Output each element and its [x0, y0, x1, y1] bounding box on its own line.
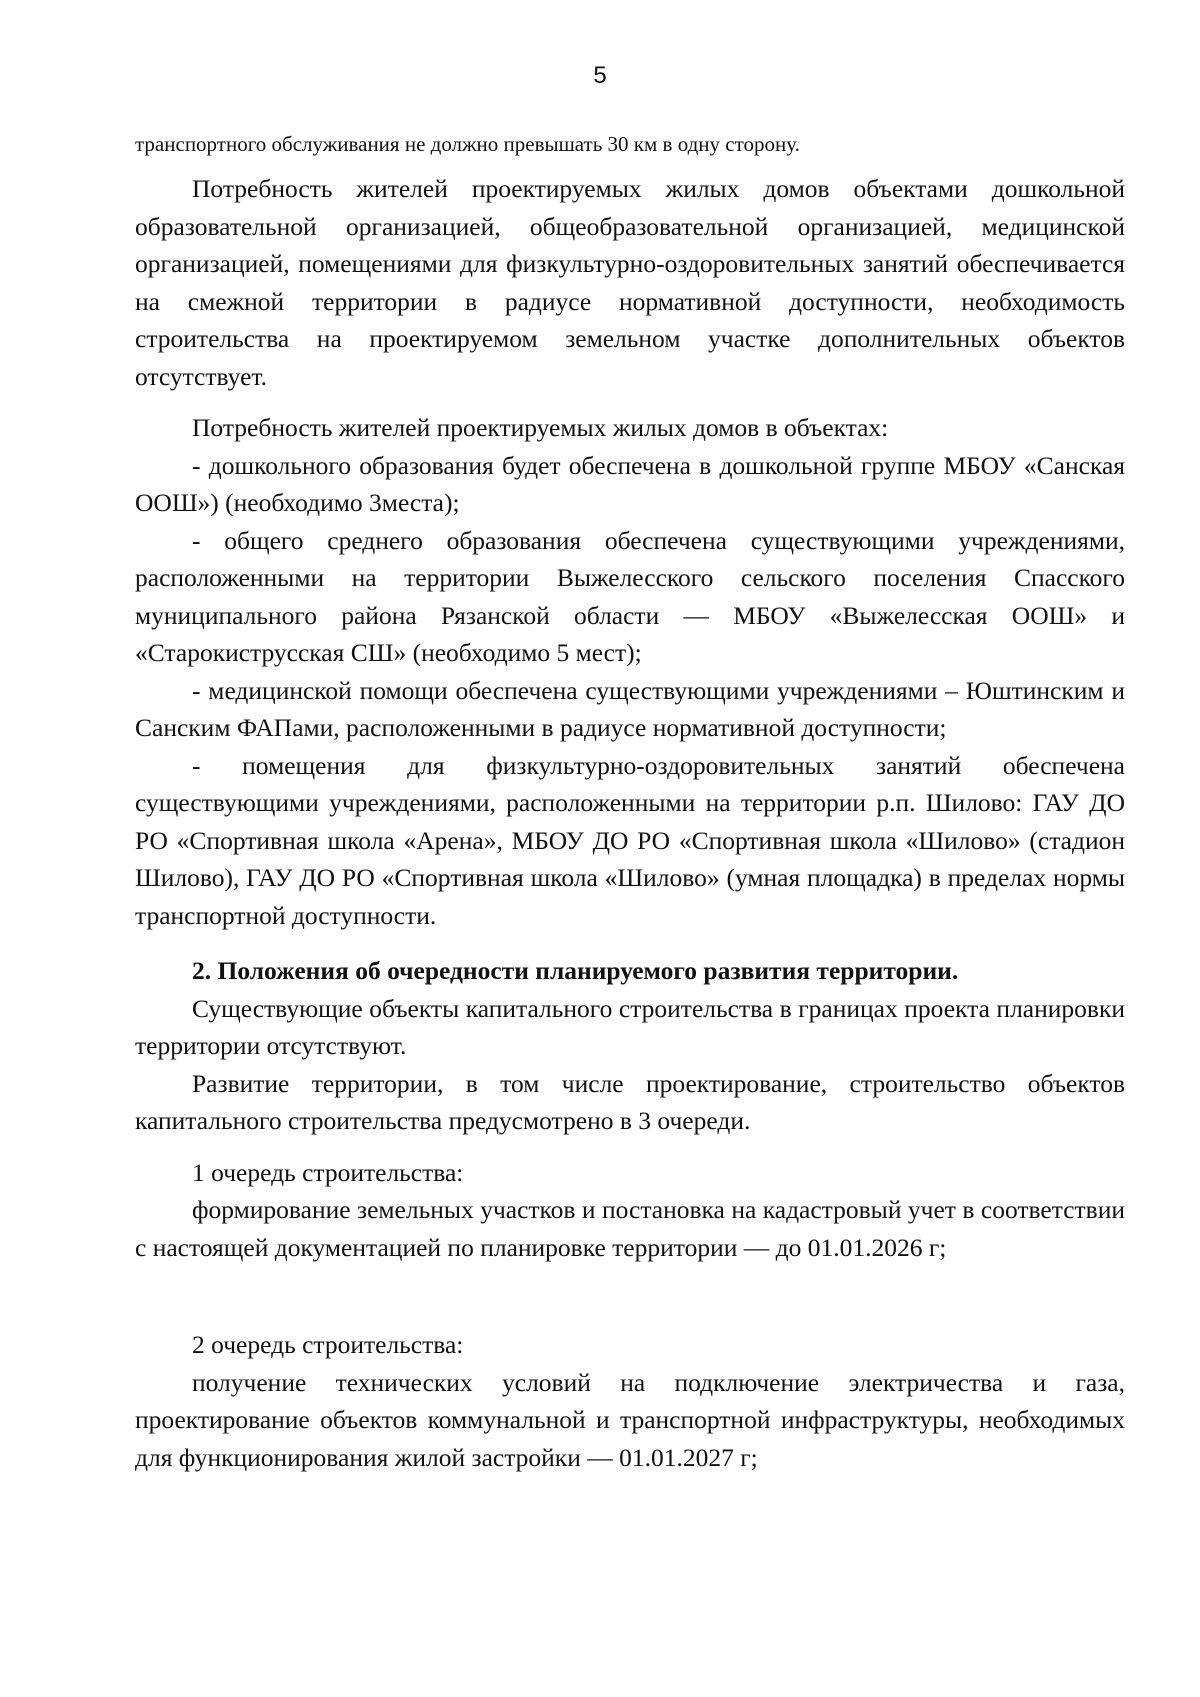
list-item-general-education: - общего среднего образования обеспечена существующими учреждениями, расположенными на территории Выжелесского сельского поселения Спасского муниципального района Рязанской области — МБОУ «Выжелесская ООШ» и «Старокиструсская СШ» (необходимо 5 мест); — [135, 525, 1125, 667]
stage-2-description: получение технических условий на подключение электричества и газа, проектирование объектов коммунальной и транспортной инфраструктуры, необходимых для функционирования жилой застройки — 01.01.2027 г; — [135, 1367, 1125, 1472]
stage-1-title: 1 очередь строительства: — [192, 1157, 464, 1187]
paragraph-needs-intro: Потребность жителей проектируемых жилых домов в объектах: — [192, 413, 889, 442]
paragraph-needs-adjacent: Потребность жителей проектируемых жилых домов объектами дошкольной образовательной организацией, общеобразовательной организацией, медицинской организацией, помещениями для физкультурно-оздоровительных занятий обеспечивается на смежной территории в радиусе нормативной доступности, необходимость строительства на проектируемом земельном участке дополнительных объектов отсутствует. — [135, 174, 1125, 391]
paragraph-existing-objects: Существующие объекты капитального строительства в границах проекта планировки территории отсутствуют. — [135, 993, 1125, 1060]
list-item-medical: - медицинской помощи обеспечена существующими учреждениями – Юштинским и Санским ФАПами, расположенными в радиусе нормативной доступности; — [135, 675, 1125, 742]
paragraph-transport-limit: транспортного обслуживания не должно превышать 30 км в одну сторону. — [135, 132, 800, 156]
page-number: 5 — [593, 62, 607, 89]
list-item-sports: - помещения для физкультурно-оздоровительных занятий обеспечена существующими учреждениями, расположенными на территории р.п. Шилово: ГАУ ДО РО «Спортивная школа «Арена», МБОУ ДО РО «Спортивная школа «Шилово» (стадион Шилово), ГАУ ДО РО «Спортивная школа «Шилово» (умная площадка) в пределах нормы транспортной доступности. — [135, 750, 1125, 930]
stage-1-description: формирование земельных участков и постановка на кадастровый учет в соответствии с настоящей документацией по планировке территории — до 01.01.2026 г; — [135, 1195, 1125, 1262]
stage-2-title: 2 очередь строительства: — [192, 1330, 464, 1359]
section-heading: 2. Положения об очередности планируемого развития территории. — [192, 956, 959, 985]
list-item-preschool: - дошкольного образования будет обеспечена в дошкольной группе МБОУ «Санская ООШ») (необходимо 3места); — [135, 450, 1125, 517]
document-body — [135, 130, 1125, 1476]
paragraph-development-stages: Развитие территории, в том числе проектирование, строительство объектов капитального строительства предусмотрено в 3 очереди. — [135, 1068, 1125, 1135]
